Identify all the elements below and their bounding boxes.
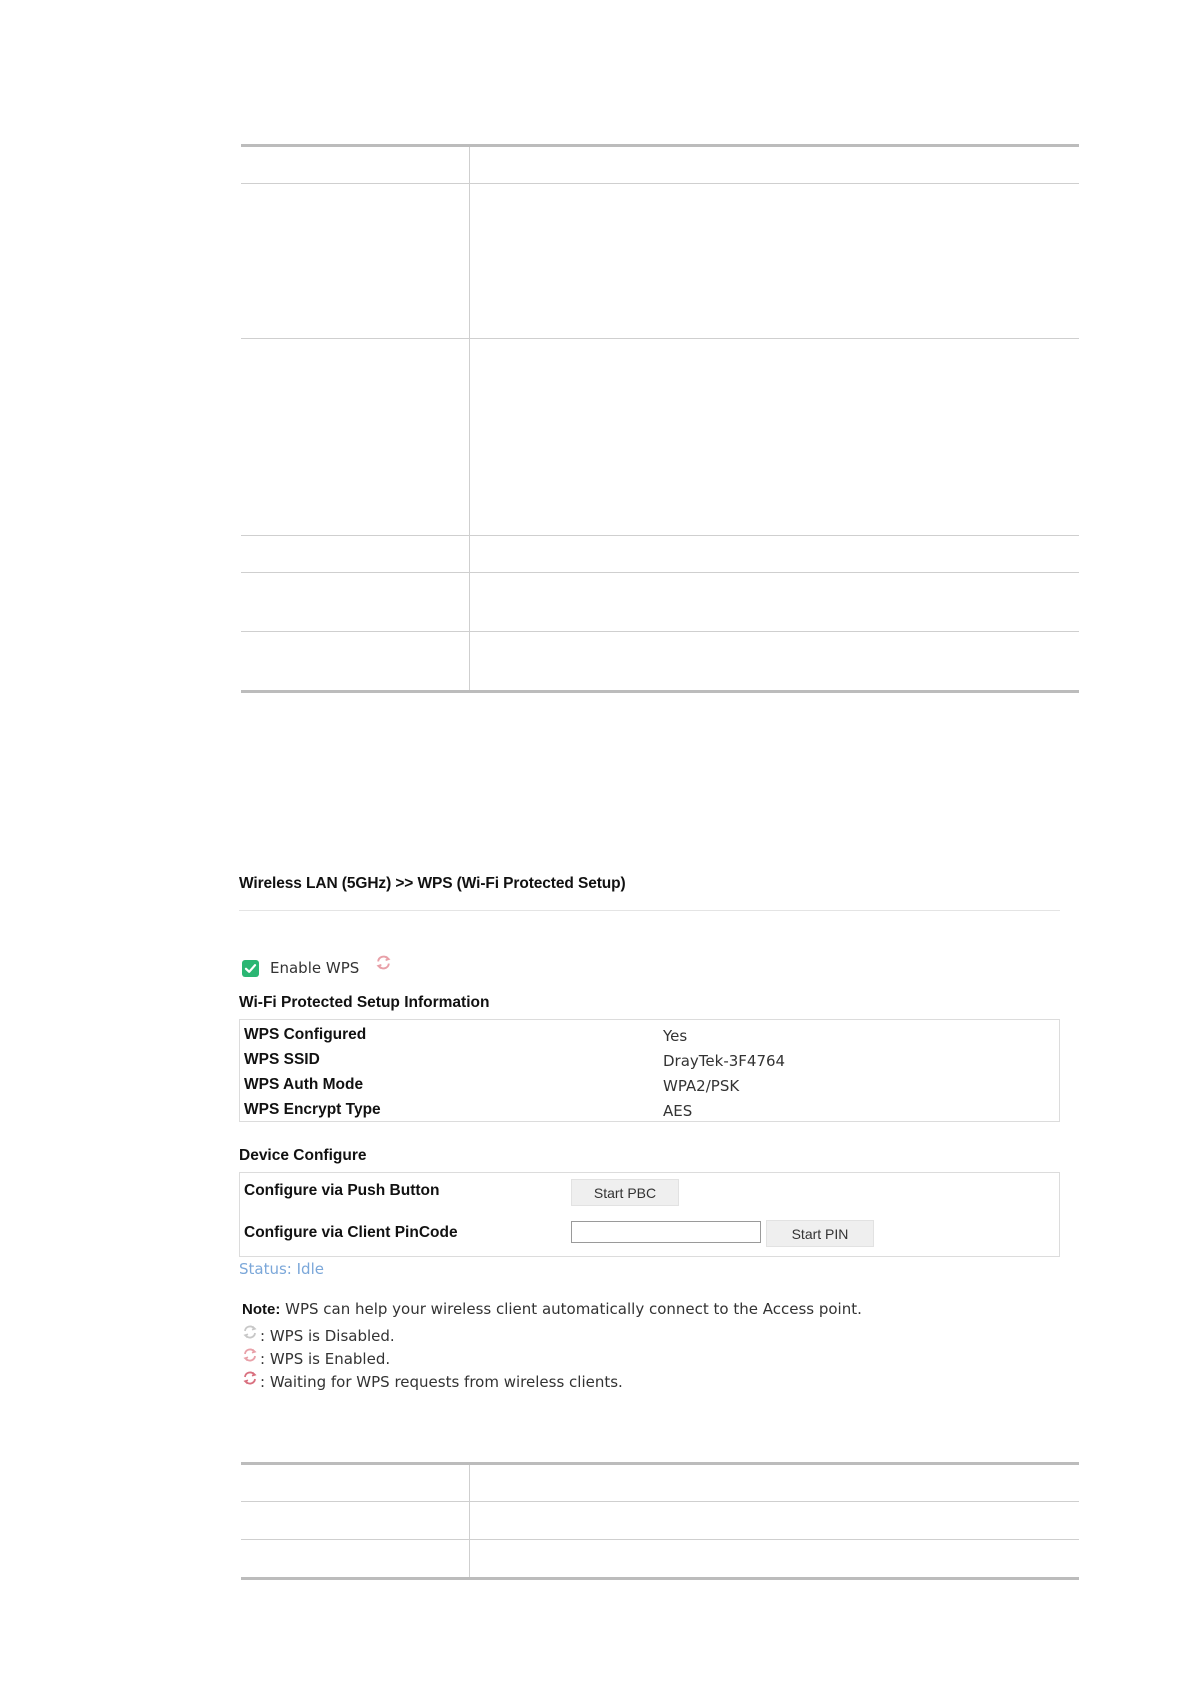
wps-waiting-icon — [242, 1370, 258, 1390]
info-key-configured: WPS Configured — [244, 1026, 367, 1043]
info-value-configured: Yes — [663, 1027, 688, 1045]
info-key-auth-mode: WPS Auth Mode — [244, 1076, 364, 1093]
start-pbc-button[interactable]: Start PBC — [571, 1179, 679, 1206]
legend-text-enabled: : WPS is Enabled. — [260, 1350, 391, 1368]
title-divider — [239, 910, 1060, 911]
device-configure-heading: Device Configure — [239, 1147, 367, 1164]
page-title: Wireless LAN (5GHz) >> WPS (Wi-Fi Protected Setup) — [239, 875, 626, 892]
wps-disabled-icon — [242, 1324, 258, 1344]
manual-table-bottom — [241, 1462, 1079, 1582]
pincode-input[interactable] — [571, 1221, 761, 1243]
info-heading: Wi-Fi Protected Setup Information — [239, 994, 490, 1011]
info-value-ssid: DrayTek-3F4764 — [663, 1052, 786, 1070]
status-text: Status: Idle — [239, 1260, 324, 1278]
note-text — [242, 1300, 862, 1318]
legend-text-waiting: : Waiting for WPS requests from wireless clients. — [260, 1373, 623, 1391]
pincode-label: Configure via Client PinCode — [244, 1224, 458, 1241]
start-pin-button[interactable]: Start PIN — [766, 1220, 874, 1247]
enable-wps-label: Enable WPS — [270, 959, 360, 977]
info-value-auth-mode: WPA2/PSK — [663, 1077, 740, 1095]
note-label: Note: — [242, 1301, 281, 1318]
legend-text-disabled: : WPS is Disabled. — [260, 1327, 395, 1345]
info-value-encrypt-type: AES — [663, 1102, 693, 1120]
wps-info-table — [239, 1019, 1060, 1122]
device-configure-table — [239, 1172, 1060, 1257]
enable-wps-checkbox[interactable] — [242, 960, 259, 977]
note-description: WPS can help your wireless client automatically connect to the Access point. — [285, 1300, 862, 1318]
push-button-label: Configure via Push Button — [244, 1182, 440, 1199]
info-key-ssid: WPS SSID — [244, 1051, 320, 1068]
wps-enabled-icon — [242, 1347, 258, 1367]
checkmark-icon — [244, 962, 257, 975]
wps-enabled-icon — [375, 954, 392, 975]
info-key-encrypt-type: WPS Encrypt Type — [244, 1101, 381, 1118]
manual-table-top — [241, 144, 1079, 694]
